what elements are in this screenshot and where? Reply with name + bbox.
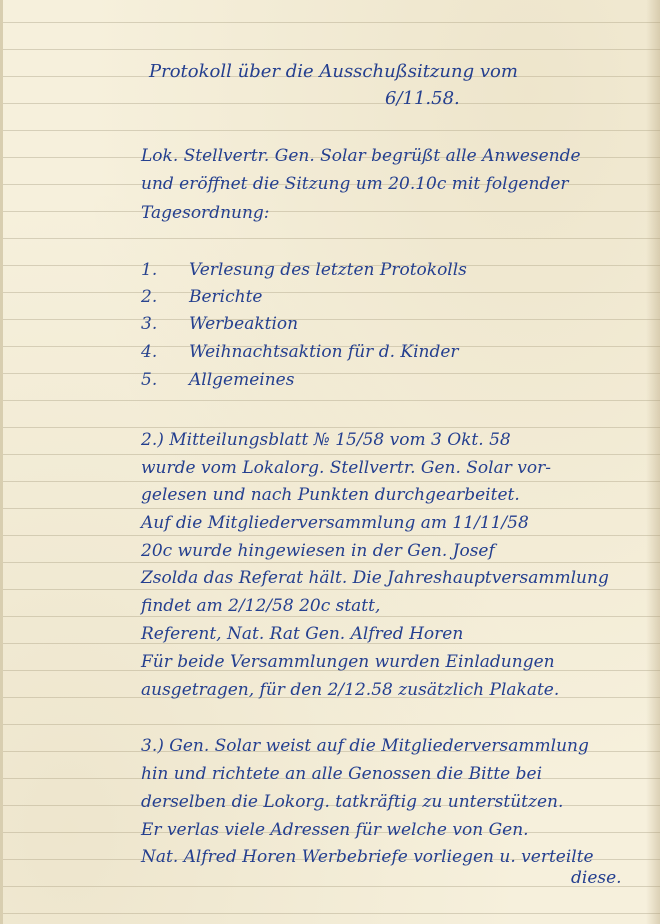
section2-line: Referent, Nat. Rat Gen. Alfred Horen [141, 624, 464, 644]
protocol-title: Protokoll über die Ausschußsitzung vom [149, 61, 518, 82]
intro-line: Tagesordnung: [141, 203, 270, 223]
intro-line: und eröffnet die Sitzung um 20.10c mit folgender [141, 174, 569, 194]
agenda-number: 3. [141, 314, 158, 334]
section3-line: Er verlas viele Adressen für welche von Gen. [141, 820, 529, 840]
agenda-text: Werbeaktion [189, 314, 299, 334]
page-edge-shadow [646, 0, 660, 924]
agenda-number: 4. [141, 342, 158, 362]
section2-line: 20c wurde hingewiesen in der Gen. Josef [141, 541, 495, 561]
intro-line: Lok. Stellvertr. Gen. Solar begrüßt alle Anwesende [141, 146, 581, 166]
section2-line: Auf die Mitgliederversammlung am 11/11/58 [141, 513, 529, 533]
agenda-text: Berichte [189, 287, 263, 307]
section2-line: gelesen und nach Punkten durchgearbeitet. [141, 485, 520, 505]
section2-line: findet am 2/12/58 20c statt, [141, 596, 381, 616]
section2-line: 2.) Mitteilungsblatt № 15/58 vom 3 Okt. 58 [141, 430, 511, 450]
section2-line: wurde vom Lokalorg. Stellvertr. Gen. Solar vor- [141, 458, 551, 478]
section3-line: diese. [571, 868, 622, 888]
section3-line: 3.) Gen. Solar weist auf die Mitgliederversammlung [141, 736, 589, 756]
agenda-number: 2. [141, 287, 158, 307]
agenda-text: Weihnachtsaktion für d. Kinder [189, 342, 459, 362]
section3-line: Nat. Alfred Horen Werbebriefe vorliegen u. verteilte [141, 847, 594, 867]
section3-line: derselben die Lokorg. tatkräftig zu unterstützen. [141, 792, 564, 812]
agenda-text: Allgemeines [189, 370, 295, 390]
section2-line: Zsolda das Referat hält. Die Jahreshauptversammlung [141, 568, 609, 588]
agenda-number: 5. [141, 370, 158, 390]
protocol-date: 6/11.58. [385, 88, 460, 109]
section2-line: ausgetragen, für den 2/12.58 zusätzlich Plakate. [141, 680, 560, 700]
section3-line: hin und richtete an alle Genossen die Bitte bei [141, 764, 543, 784]
agenda-number: 1. [141, 260, 158, 280]
agenda-text: Verlesung des letzten Protokolls [189, 260, 467, 280]
section2-line: Für beide Versammlungen wurden Einladungen [141, 652, 555, 672]
